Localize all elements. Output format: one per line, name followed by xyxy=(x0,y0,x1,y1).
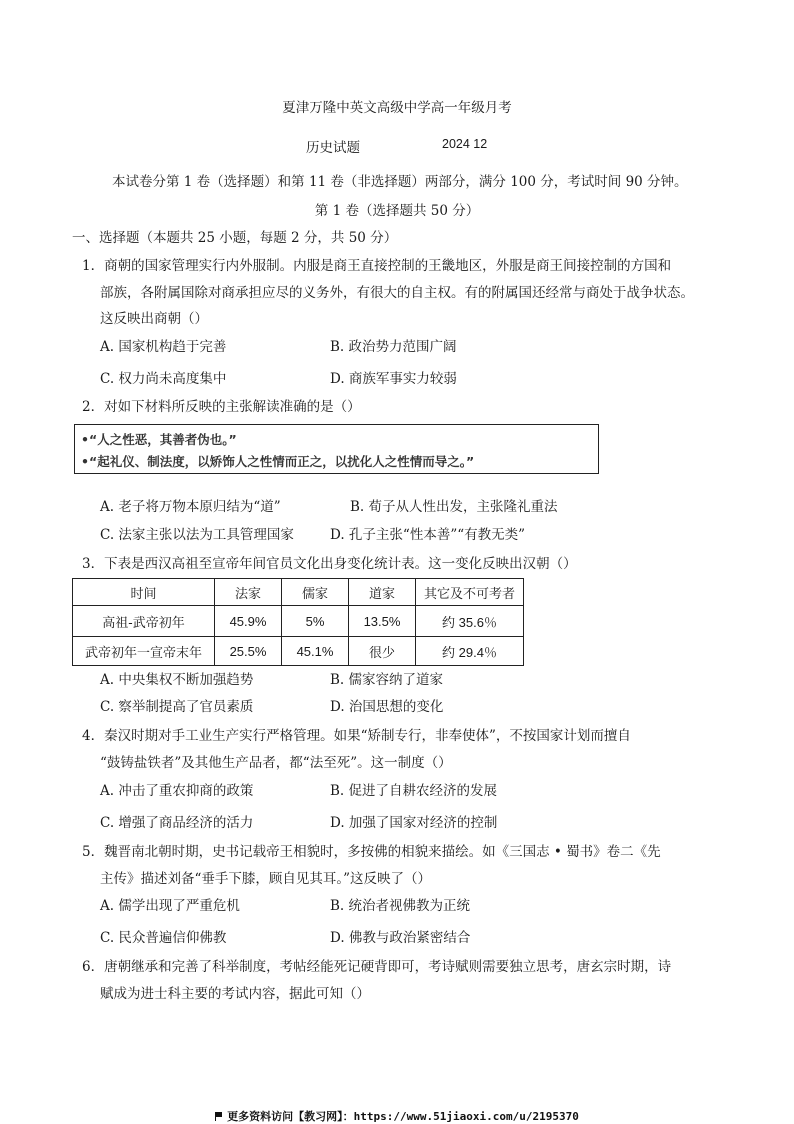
table-header-row xyxy=(73,579,524,606)
q2-option-d[interactable]: D. 孔子主张“性本善”“有教无类” xyxy=(330,527,526,543)
table-cell: 高祖-武帝初年 xyxy=(73,606,215,637)
q2-quote-2: •“起礼仪、制法度，以矫饰人之性情而正之，以扰化人之性情而导之。” xyxy=(81,454,475,469)
q1-stem-line-3: 这反映出商朝（） xyxy=(100,311,208,327)
table-row xyxy=(73,637,524,666)
table-cell: 约 29.4％ xyxy=(416,637,524,666)
q3-option-d[interactable]: D. 治国思想的变化 xyxy=(330,699,444,715)
section-heading: 一、选择题（本题共 25 小题，每题 2 分，共 50 分） xyxy=(72,230,398,246)
table-header-cell: 其它及不可考者 xyxy=(416,579,524,606)
table-row xyxy=(73,606,524,637)
q5-option-c[interactable]: C. 民众普遍信仰佛教 xyxy=(100,930,227,946)
q2-option-a[interactable]: A. 老子将万物本原归结为“道” xyxy=(100,499,281,515)
q5-option-a[interactable]: A. 儒学出现了严重危机 xyxy=(100,898,240,914)
table-header-cell: 时间 xyxy=(73,579,215,606)
q1-option-a[interactable]: A. 国家机构趋于完善 xyxy=(100,339,227,355)
q2-stem: 2．对如下材料所反映的主张解读准确的是（） xyxy=(82,399,361,415)
q5-option-d[interactable]: D. 佛教与政治紧密结合 xyxy=(330,930,471,946)
q5-stem-line-1: 5．魏晋南北朝时期，史书记载帝王相貌时，多按佛的相貌来描绘。如《三国志 • 蜀书》卷二《先 xyxy=(82,844,661,860)
table-cell: 45.1% xyxy=(282,637,349,666)
school-title: 夏津万隆中英文高级中学高一年级月考 xyxy=(282,100,512,116)
q4-option-b[interactable]: B. 促进了自耕农经济的发展 xyxy=(330,783,498,799)
table-cell: 25.5% xyxy=(215,637,282,666)
q1-option-d[interactable]: D. 商族军事实力较弱 xyxy=(330,371,457,387)
table-cell: 很少 xyxy=(349,637,416,666)
q3-stem: 3．下表是西汉高祖至宣帝年间官员文化出身变化统计表。这一变化反映出汉朝（） xyxy=(82,556,577,572)
flag-icon xyxy=(215,1112,224,1121)
q1-stem-line-2: 部族，各附属国除对商承担应尽的义务外，有很大的自主权。有的附属国还经常与商处于战争状态。 xyxy=(100,285,694,301)
q4-option-d[interactable]: D. 加强了国家对经济的控制 xyxy=(330,815,498,831)
table-cell: 武帝初年一宣帝末年 xyxy=(73,637,215,666)
q3-stats-table xyxy=(72,578,524,666)
table-header-cell: 儒家 xyxy=(282,579,349,606)
footer xyxy=(0,1108,794,1124)
footer-link[interactable]: 更多资料访问【教习网】：https://www.51jiaoxi.com/u/2195370 xyxy=(227,1110,579,1123)
q2-quote-box xyxy=(74,424,599,474)
table-cell: 45.9% xyxy=(215,606,282,637)
q4-stem-line-2: “鼓铸盐铁者”及其他生产品者，都“法至死”。这一制度（） xyxy=(100,755,452,771)
q3-option-c[interactable]: C. 察举制提高了官员素质 xyxy=(100,699,254,715)
subject-title: 历史试题 xyxy=(306,140,360,156)
table-cell: 13.5% xyxy=(349,606,416,637)
table-header-cell: 法家 xyxy=(215,579,282,606)
q1-option-c[interactable]: C. 权力尚未高度集中 xyxy=(100,371,227,387)
q3-option-a[interactable]: A. 中央集权不断加强趋势 xyxy=(100,672,254,688)
exam-date: 2024 12 xyxy=(442,137,488,151)
q2-quote-1: •“人之性恶，其善者伪也。” xyxy=(81,432,237,447)
q4-option-a[interactable]: A. 冲击了重农抑商的政策 xyxy=(100,783,254,799)
q4-option-c[interactable]: C. 增强了商品经济的活力 xyxy=(100,815,254,831)
q1-option-b[interactable]: B. 政治势力范围广阔 xyxy=(330,339,457,355)
q1-stem-line-1: 1．商朝的国家管理实行内外服制。内服是商王直接控制的王畿地区，外服是商王间接控制的方国和 xyxy=(82,258,672,274)
q6-stem-line-1: 6．唐朝继承和完善了科举制度，考帖经能死记硬背即可，考诗赋则需要独立思考，唐玄宗时期，诗 xyxy=(82,959,672,975)
q2-option-c[interactable]: C. 法家主张以法为工具管理国家 xyxy=(100,527,294,543)
volume-title: 第 1 卷（选择题共 50 分） xyxy=(314,203,480,219)
q4-stem-line-1: 4．秦汉时期对手工业生产实行严格管理。如果“矫制专行，非奉使体”，不按国家计划而擅自 xyxy=(82,728,631,744)
q6-stem-line-2: 赋成为进士科主要的考试内容，据此可知（） xyxy=(100,986,370,1002)
table-header-cell: 道家 xyxy=(349,579,416,606)
table-cell: 约 35.6％ xyxy=(416,606,524,637)
exam-instructions: 本试卷分第 1 卷（选择题）和第 11 卷（非选择题）两部分，满分 100 分，考试时间 90 分钟。 xyxy=(112,174,688,190)
q2-option-b[interactable]: B. 荀子从人性出发，主张隆礼重法 xyxy=(350,499,558,515)
q5-stem-line-2: 主传》描述刘备“垂手下膝，顾自见其耳。”这反映了（） xyxy=(100,871,432,887)
table-cell: 5% xyxy=(282,606,349,637)
q5-option-b[interactable]: B. 统治者视佛教为正统 xyxy=(330,898,471,914)
q3-option-b[interactable]: B. 儒家容纳了道家 xyxy=(330,672,444,688)
